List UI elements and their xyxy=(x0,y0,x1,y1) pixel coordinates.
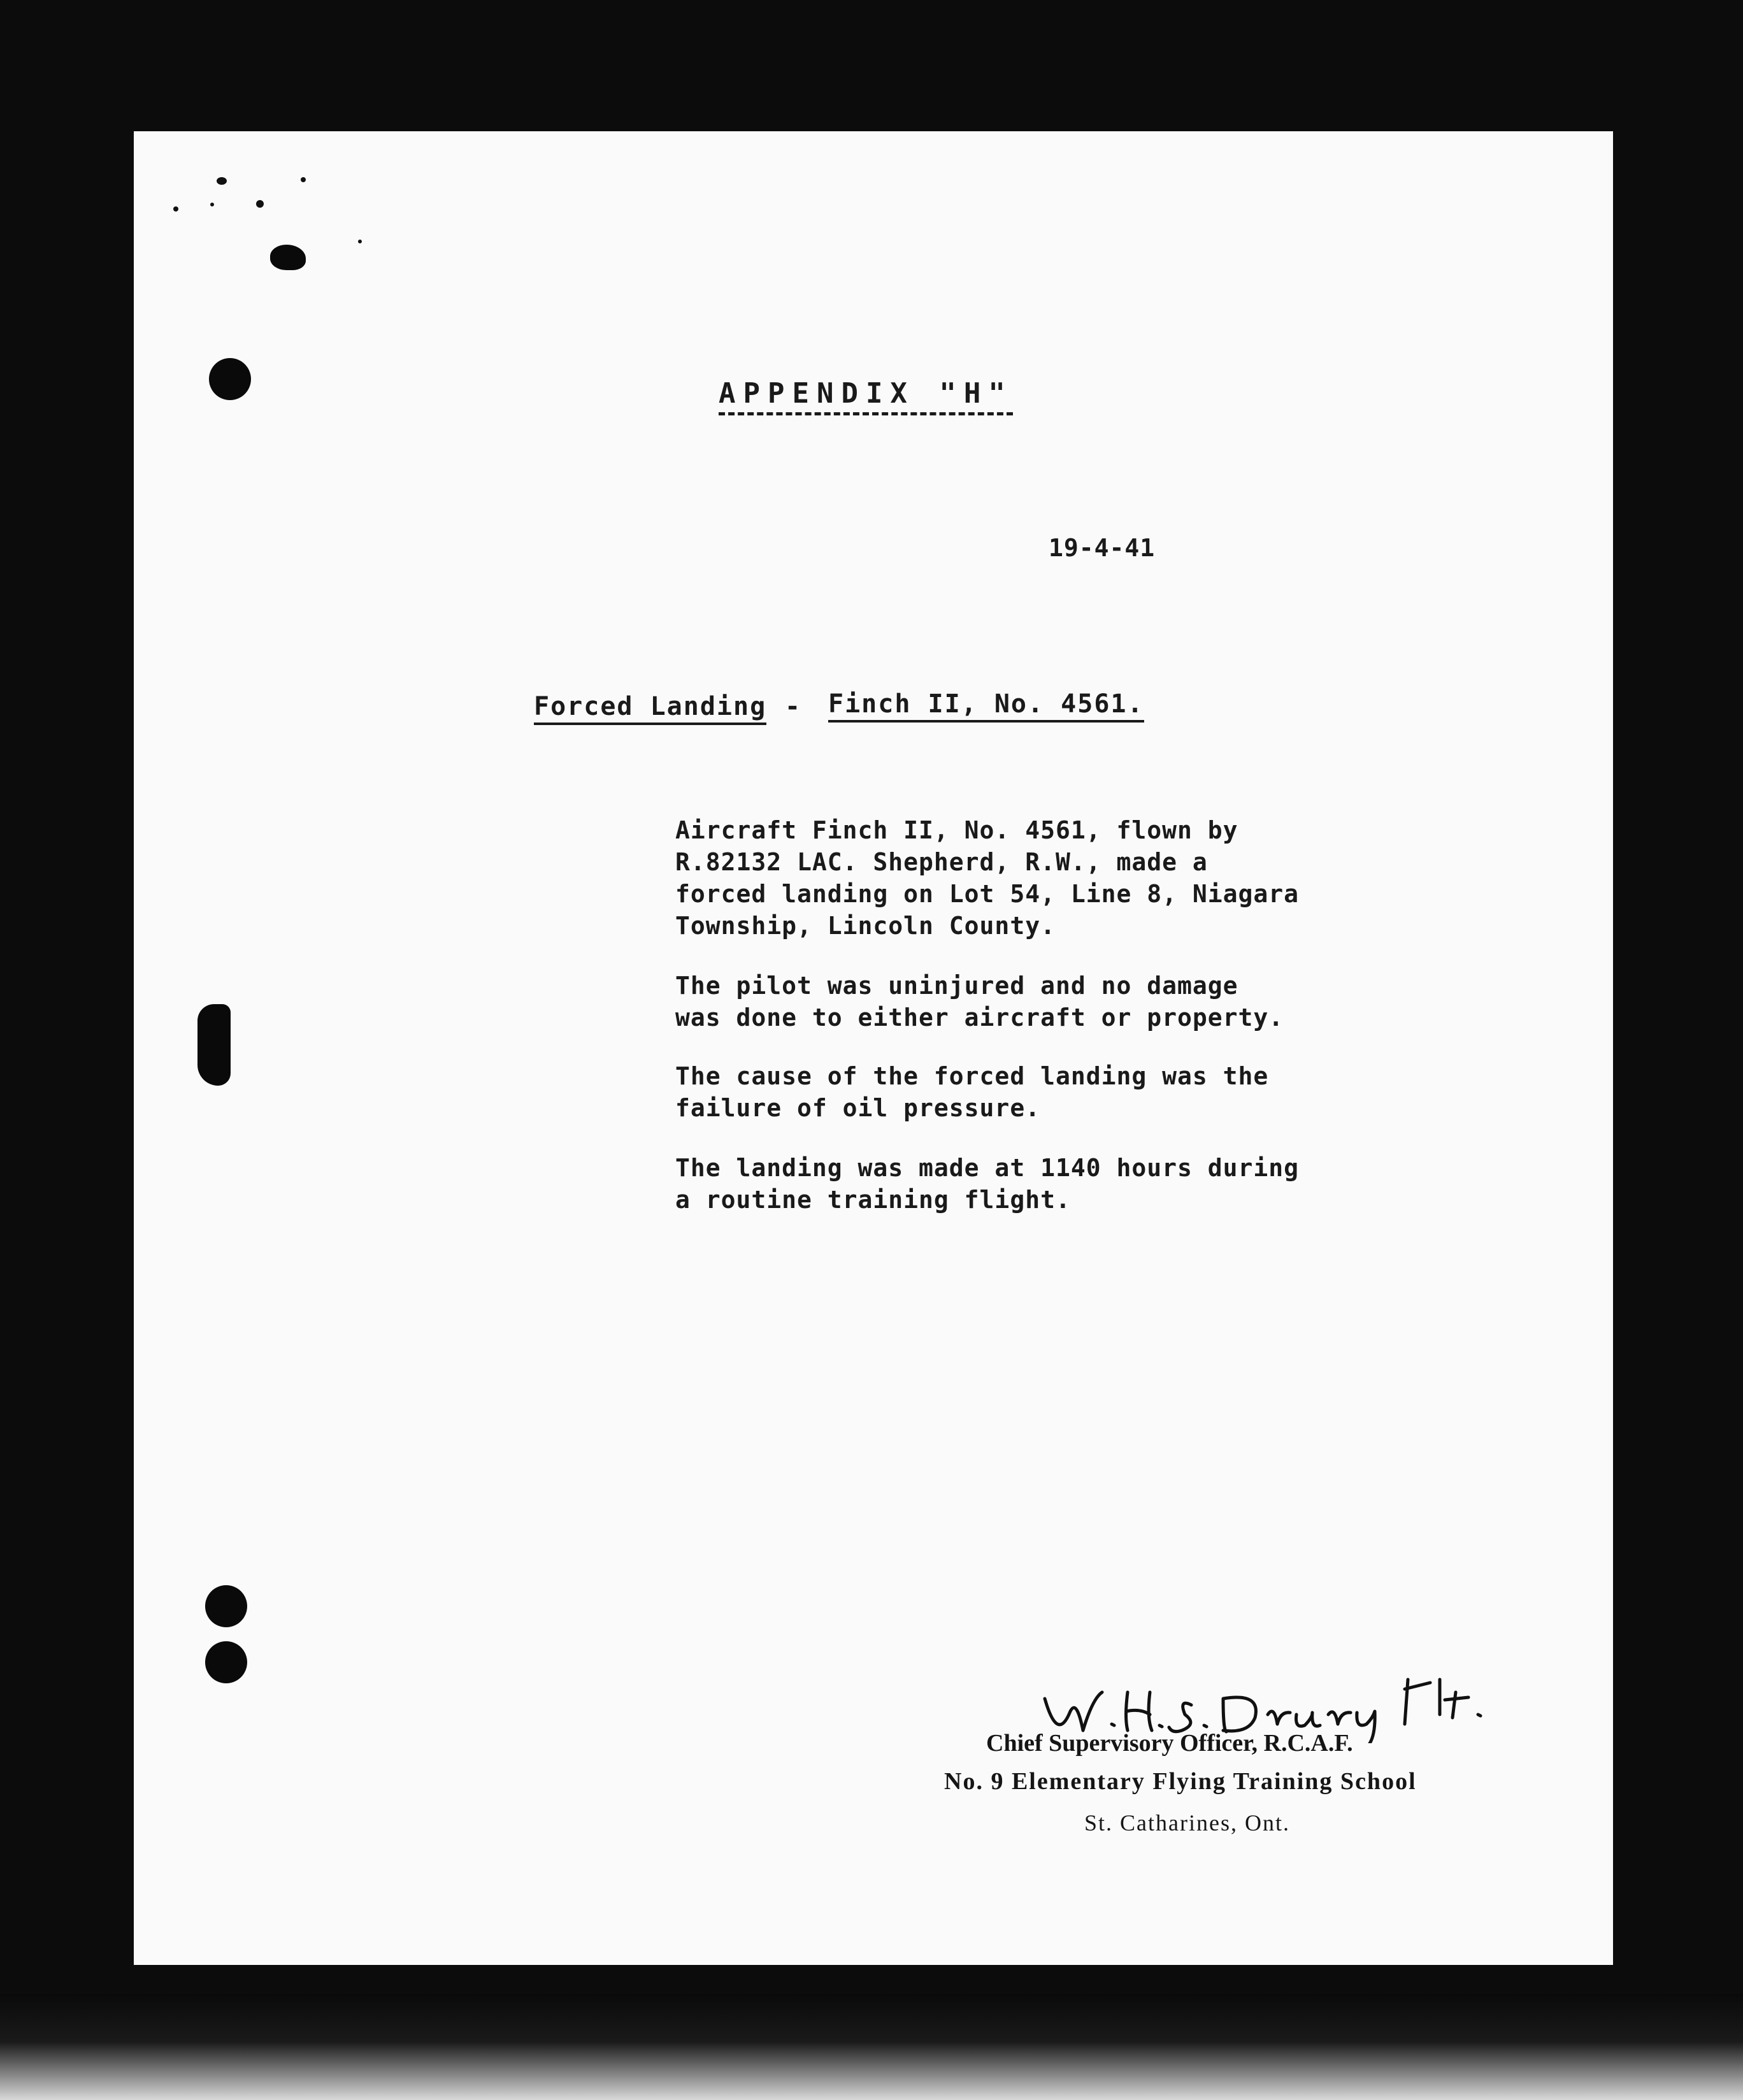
stamp-location-line: St. Catharines, Ont. xyxy=(1084,1810,1290,1836)
punch-hole xyxy=(209,358,251,400)
ink-speck xyxy=(256,200,264,208)
report-paragraph xyxy=(675,814,1299,942)
document-date: 19-4-41 xyxy=(1049,534,1156,562)
paragraph-line: The landing was made at 1140 hours during xyxy=(675,1154,1299,1182)
paragraph-line: a routine training flight. xyxy=(675,1186,1071,1214)
punch-hole xyxy=(205,1585,247,1627)
subject-heading: Forced Landing xyxy=(534,692,766,725)
ink-speck xyxy=(210,203,214,206)
report-paragraph xyxy=(675,970,1284,1033)
report-paragraph xyxy=(675,1060,1268,1124)
document-page xyxy=(134,131,1613,1965)
stamp-officer-line: Chief Supervisory Officer, R.C.A.F. xyxy=(986,1730,1353,1757)
ink-blot xyxy=(270,245,306,270)
report-paragraph xyxy=(675,1152,1299,1216)
ink-speck xyxy=(173,206,178,212)
punch-hole xyxy=(205,1641,247,1683)
paragraph-line: forced landing on Lot 54, Line 8, Niagara xyxy=(675,880,1299,908)
paragraph-line: failure of oil pressure. xyxy=(675,1094,1041,1122)
ink-blot xyxy=(197,1004,231,1086)
aircraft-heading: Finch II, No. 4561. xyxy=(828,689,1144,723)
paragraph-line: Aircraft Finch II, No. 4561, flown by xyxy=(675,816,1238,844)
ink-speck xyxy=(358,240,362,243)
paragraph-line: was done to either aircraft or property. xyxy=(675,1003,1284,1032)
ink-speck xyxy=(301,177,306,182)
paragraph-line: The cause of the forced landing was the xyxy=(675,1062,1269,1090)
heading-separator: - xyxy=(785,692,802,721)
appendix-title: APPENDIX "H" xyxy=(719,377,1013,415)
stamp-school-line: No. 9 Elementary Flying Training School xyxy=(944,1768,1417,1795)
paragraph-line: The pilot was uninjured and no damage xyxy=(675,972,1238,1000)
paragraph-line: R.82132 LAC. Shepherd, R.W., made a xyxy=(675,848,1208,876)
film-border xyxy=(0,1994,1743,2100)
ink-speck xyxy=(217,177,227,185)
paragraph-line: Township, Lincoln County. xyxy=(675,912,1056,940)
